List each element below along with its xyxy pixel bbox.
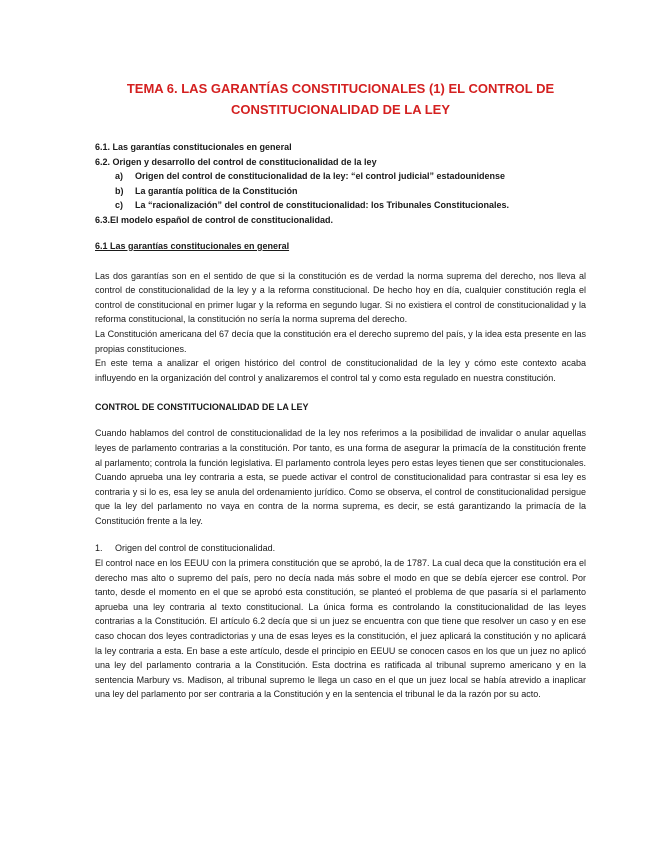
toc-letter: a) (115, 171, 124, 182)
toc-subitem-a (95, 169, 586, 184)
origin-paragraph: El control nace en los EEUU con la primera constitución que se aprobó, la de 1787. La cual deca que la constitución era el derecho mas alto o supremo del país, pero no decía nada más sobre el modo en que se debía ejercer ese control. Por tanto, desde el momento en el que se aprobó esta constitución, se planteó el problema de que pasaría si el parlamento aprueba una ley contraria al texto constitucional. La única forma es controlando la constitucionalidad de las leyes contrarias a la Constitución. El artículo 6.2 decía que si un juez se encuentra con que tiene que resolver un caso y en ese caso chocan dos leyes contradictorias y una de esas leyes es la constitución, el juez aplicará la constitución y no aplicará la ley contraria a esta. En base a este artículo, desde el principio en EEUU se conocen casos en los que un juez no aplicó una ley del parlamento contraria a la Constitución. Esta doctrina es ratificada al tribunal supremo americano y en la sentencia Marbury vs. Madison, al tribunal supremo le llega un caso en el que un juez local se había atrevido a inaplicar una ley del parlamento por ser contraria a la Constitución y en la sentencia el tribunal le da la razón por su acto. (95, 558, 586, 700)
title-line-2: CONSTITUCIONALIDAD DE LA LEY (230, 102, 451, 117)
intro-section (95, 269, 586, 386)
toc-label: Origen del control de constitucionalidad de la ley: “el control judicial” estadounidense (135, 171, 506, 182)
origin-heading-text: Origen del control de constitucionalidad. (115, 543, 276, 554)
toc-item-6-3: 6.3.El modelo español de control de constitucionalidad. (95, 214, 334, 225)
table-of-contents (95, 140, 586, 228)
toc-item-6-1: 6.1. Las garantías constitucionales en general (95, 142, 292, 152)
paragraph: La Constitución americana del 67 decía que la constitución era el derecho supremo del país, y la idea esta presente en las propias constituciones. (95, 328, 586, 354)
control-paragraph: Cuando hablamos del control de constitucionalidad de la ley nos referimos a la posibilidad de invalidar o anular aquellas leyes de parlamento contrarias a la constitución. Por tanto, es una forma de asegurar la primacía de la constitución frente al parlamento; controla la función legislativa. El parlamento controla leyes pero estas leyes tienen que ser constitucionales. Cuando aprueba una ley contraria a esta, se puede activar el control de constitucionalidad para contrastar si esa ley es contraria y si lo es, esa ley se anula del ordenamiento jurídico. Como se observa, el control de constitucionalidad persigue que la ley del parlamento no vaya en contra de la norma suprema, es decir, se está garantizando la primacía de la Constitución frente a la ley. (95, 428, 586, 526)
section-6-1-heading[interactable]: 6.1 Las garantías constitucionales en general (95, 240, 290, 251)
toc-label: La “racionalización” del control de constitucionalidad: los Tribunales Constitucionales. (135, 200, 510, 211)
spacer (95, 528, 586, 541)
toc-letter: b) (115, 185, 124, 196)
title-line-1: TEMA 6. LAS GARANTÍAS CONSTITUCIONALES (1) EL CONTROL DE (126, 81, 555, 96)
toc-letter: c) (115, 200, 124, 211)
toc-subitem-c (95, 198, 586, 213)
toc-label: La garantía política de la Constitución (135, 185, 298, 196)
toc-item-6-2: 6.2. Origen y desarrollo del control de constitucionalidad de la ley (95, 156, 377, 167)
control-heading: CONTROL DE CONSTITUCIONALIDAD DE LA LEY (95, 402, 309, 413)
toc-subitem-b (95, 184, 586, 199)
paragraph: Las dos garantías son en el sentido de que si la constitución es de verdad la norma suprema del derecho, nos lleva al control de constitucionalidad de la ley y a la reforma constitucional. De hecho hoy en día, cualquier constitución regla el control de constitucional en primer lugar y la reforma en segundo lugar. Si no existiera el control de constitucionalidad y la reforma constitucional, la constitución no sería la norma suprema del derecho. (95, 270, 586, 325)
origin-number: 1. (95, 543, 103, 554)
paragraph: En este tema a analizar el origen histórico del control de constitucionalidad de la ley y cómo este contexto acaba influyendo en la organización del control y analizaremos el control tal y como esta regulado en nuestra constitución. (95, 358, 586, 383)
origin-heading (95, 541, 586, 556)
document-title (95, 78, 586, 120)
